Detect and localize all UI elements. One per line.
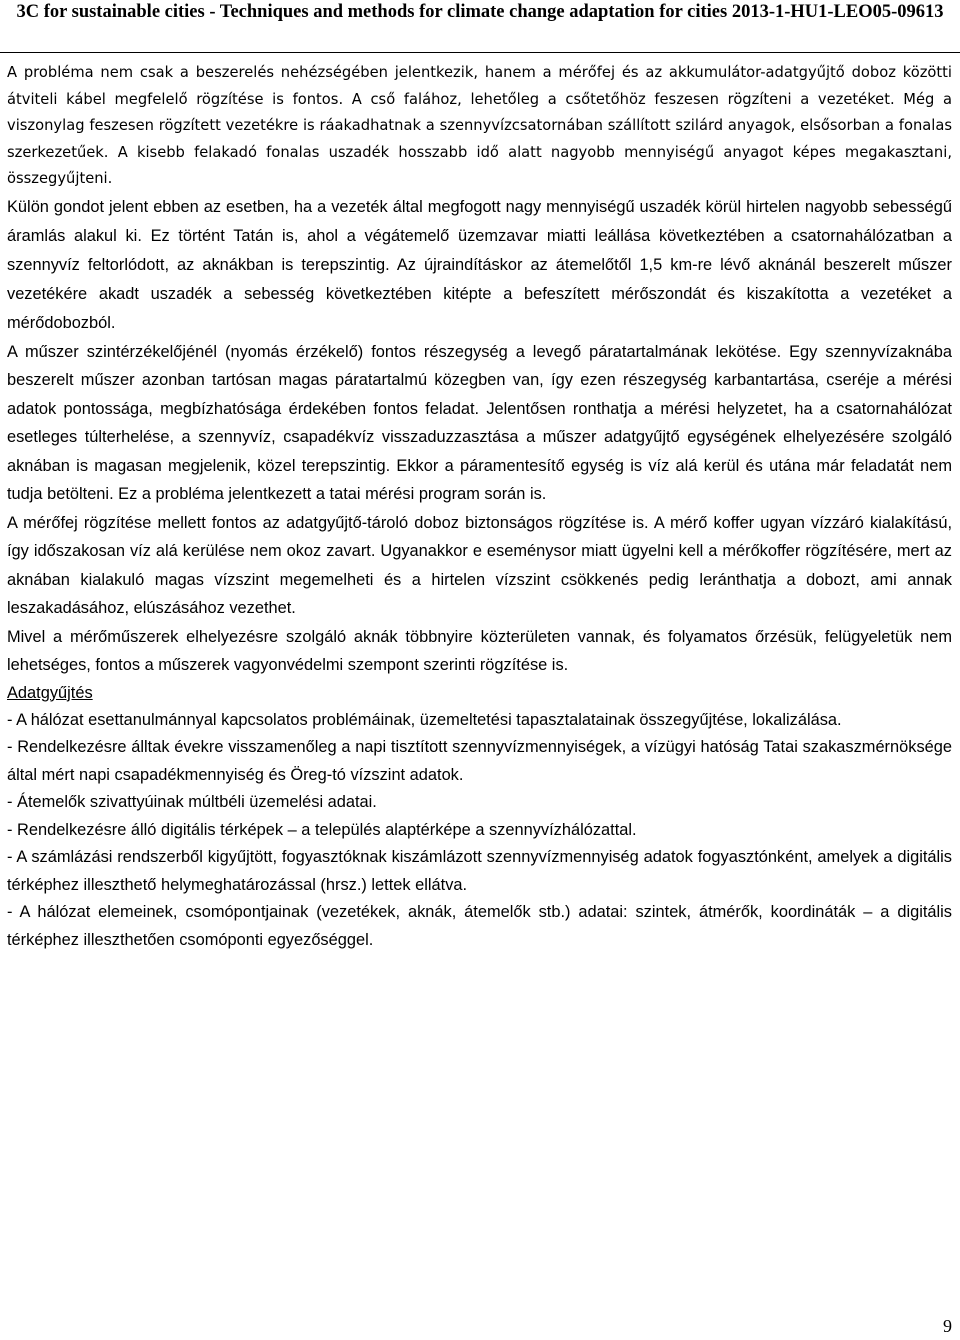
header-title: 3C for sustainable cities - Techniques and methods for climate change adaptation for cities 2013-1-HU1-LEO05-09613 [16,2,944,22]
header-divider [0,52,960,53]
paragraph-tata-incident: Külön gondot jelent ebben az esetben, ha a vezeték által megfogott nagy mennyiségű uszadék körül hirtelen nagyobb sebességű áramlás alakul ki. Ez történt Tatán is, ahol a végátemelő üzemzavar miatti leállása következtében a csatornahálózatban a szennyvíz feltorlódott, az aknákban is terepszintig. Az újraindításkor az átemelőtől 1,5 km-re lévő aknánál beszerelt műszer vezetékére akadt uszadék a sebesség következtében kitépte a befeszített mérőszondát és kiszakította a vezetéket a mérődobozból. [7,197,952,332]
document-body [7,60,952,954]
paragraph-humidity: A műszer szintérzékelőjénél (nyomás érzékelő) fontos részegység a levegő páratartalmának lekötése. Egy szennyvízaknába beszerelt műszer azonban tartósan magas páratartalmú közegben van, így ezen részegység karbantartása, cseréje a mérési adatok pontossága, megbízhatósága érdekében fontos feladat. Jelentősen ronthatja a mérési helyzetet, ha a csatornahálózat esetleges túlterhelése, a szennyvíz, csapadékvíz visszaduzzasztása a műszer adatgyűjtő egységének elhelyezésére szolgáló aknában is magasan megjelenik, közel terepszintig. Ekkor a páramentesítő egység is víz alá kerül és utána már feladatát nem tudja betölteni. Ez a probléma jelentkezett a tatai mérési program során is. [7,342,952,503]
document-header [0,0,960,52]
list-item: - A hálózat esettanulmánnyal kapcsolatos problémáinak, üzemeltetési tapasztalatainak összegyűjtése, lokalizálása. [7,710,842,729]
section-title-data-collection: Adatgyűjtés [7,683,93,702]
list-item: - Rendelkezésre álltak évekre visszamenőleg a napi tisztított szennyvízmennyiségek, a vízügyi hatóság Tatai szakaszmérnöksége által mért napi csapadékmennyiség és Öreg-tó vízszint adatok. [7,738,952,784]
list-item: - Átemelők szivattyúinak múltbéli üzemelési adatai. [7,793,377,811]
page-number: 9 [943,1316,952,1336]
paragraph-cable-fixing: A probléma nem csak a beszerelés nehézségében jelentkezik, hanem a mérőfej és az akkumulátor-adatgyűjtő doboz közötti átviteli kábel megfelelő rögzítése is fontos. A cső falához, lehetőleg a csőtetőhöz feszesen rögzíteni a vezetéket. Még a viszonylag feszesen rögzített vezetékre is ráakadhatnak a szennyvízcsatornában szállított szilárd anyagok, elsősorban a fonalas szerkezetűek. A kisebb felakadó fonalas uszadék hosszabb idő alatt nagyobb mennyiségű anyagot képes megakasztani, összegyűjteni. [7,64,952,187]
paragraph-asset-protection: Mivel a mérőműszerek elhelyezésre szolgáló aknák többnyire közterületen vannak, és folyamatos őrzésük, felügyeletük nem lehetséges, fontos a műszerek vagyonvédelmi szempont szerinti rögzítése is. [7,627,952,674]
list-item: - A hálózat elemeinek, csomópontjainak (vezetékek, aknák, átemelők stb.) adatai: szintek, átmérők, koordináták – a digitális térképhez illeszthetően csomóponti egyezőséggel. [7,903,952,949]
list-item: - A számlázási rendszerből kigyűjtött, fogyasztóknak kiszámlázott szennyvízmennyiség adatok fogyasztónként, amelyek a digitális térképhez illeszthető helymeghatározással (hrsz.) lettek ellátva. [7,848,952,894]
list-item: - Rendelkezésre álló digitális térképek – a település alaptérképe a szennyvízhálózattal. [7,820,637,839]
paragraph-box-fixing: A mérőfej rögzítése mellett fontos az adatgyűjtő-tároló doboz biztonságos rögzítése is. A mérő koffer ugyan vízzáró kialakítású, így időszakosan víz alá kerülése nem okoz zavart. Ugyanakkor e eseménysor miatt ügyelni kell a mérőkoffer rögzítésére, mert az aknában kialakuló magas vízszint megemelheti és a hirtelen vízszint csökkenés pedig leránthatja a dobozt, ami annak leszakadásához, elúszásához vezethet. [7,513,952,617]
